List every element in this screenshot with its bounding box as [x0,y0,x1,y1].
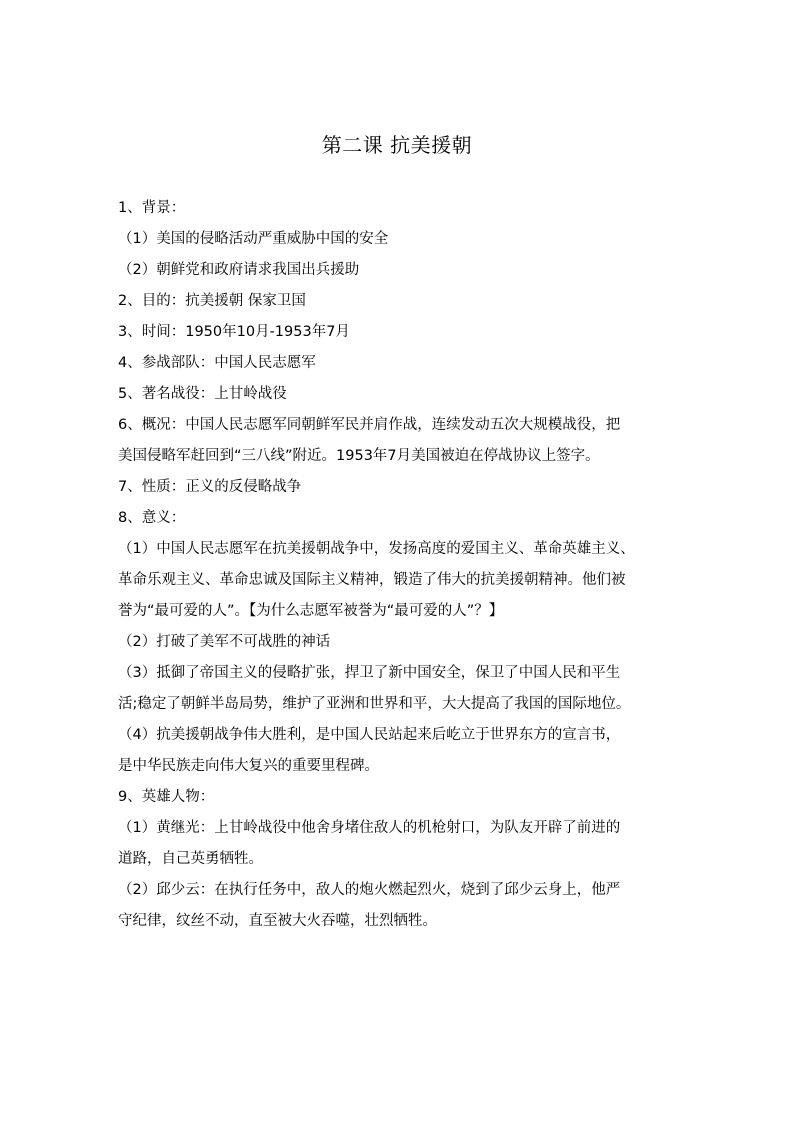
section-heading-background: 1、背景： [118,200,186,216]
section-time: 3、时间：1950年10月-1953年7月 [118,324,350,340]
page-title: 第二课 抗美援朝 [321,133,473,157]
section-overview-continued: 美国侵略军赶回到“三八线”附近。1953年7月美国被迫在停战协议上签字。 [118,448,600,464]
hero-item-1-continued: 道路，自己英勇牺牲。 [118,851,263,867]
significance-item-1-continued: 革命乐观主义、革命忠诚及国际主义精神，锻造了伟大的抗美援朝精神。他们被 [118,572,626,588]
background-item-1: （1）美国的侵略活动严重威胁中国的安全 [118,231,389,247]
significance-item-3-continued: 活;稳定了朝鲜半岛局势，维护了亚洲和世界和平，大大提高了我国的国际地位。 [118,696,631,712]
significance-item-4-continued: 是中华民族走向伟大复兴的重要里程碑。 [118,758,379,774]
section-heading-heroes: 9、英雄人物： [118,789,215,805]
section-battle: 5、著名战役：上甘岭战役 [118,386,287,402]
significance-item-1-continued-2: 誉为“最可爱的人”。【为什么志愿军被誉为“最可爱的人”？】 [118,603,504,619]
section-troops: 4、参战部队：中国人民志愿军 [118,355,316,371]
document-body [118,193,680,937]
hero-item-2-continued: 守纪律，纹丝不动，直至被大火吞噬，壮烈牺牲。 [118,913,437,929]
significance-item-4: （4）抗美援朝战争伟大胜利，是中国人民站起来后屹立于世界东方的宣言书， [118,727,621,743]
significance-item-1: （1）中国人民志愿军在抗美援朝战争中，发扬高度的爱国主义、革命英雄主义、 [118,541,635,557]
background-item-2: （2）朝鲜党和政府请求我国出兵援助 [118,262,360,278]
significance-item-2: （2）打破了美军不可战胜的神话 [118,634,331,650]
section-purpose: 2、目的：抗美援朝 保家卫国 [118,293,306,309]
hero-item-1: （1）黄继光：上甘岭战役中他舍身堵住敌人的机枪射口，为队友开辟了前进的 [118,820,621,836]
section-nature: 7、性质：正义的反侵略战争 [118,479,302,495]
hero-item-2: （2）邱少云：在执行任务中，敌人的炮火燃起烈火，烧到了邱少云身上，他严 [118,882,621,898]
section-overview: 6、概况：中国人民志愿军同朝鲜军民并肩作战，连续发动五次大规模战役，把 [118,417,621,433]
significance-item-3: （3）抵御了帝国主义的侵略扩张，捍卫了新中国安全，保卫了中国人民和平生 [118,665,621,681]
section-heading-significance: 8、意义： [118,510,186,526]
